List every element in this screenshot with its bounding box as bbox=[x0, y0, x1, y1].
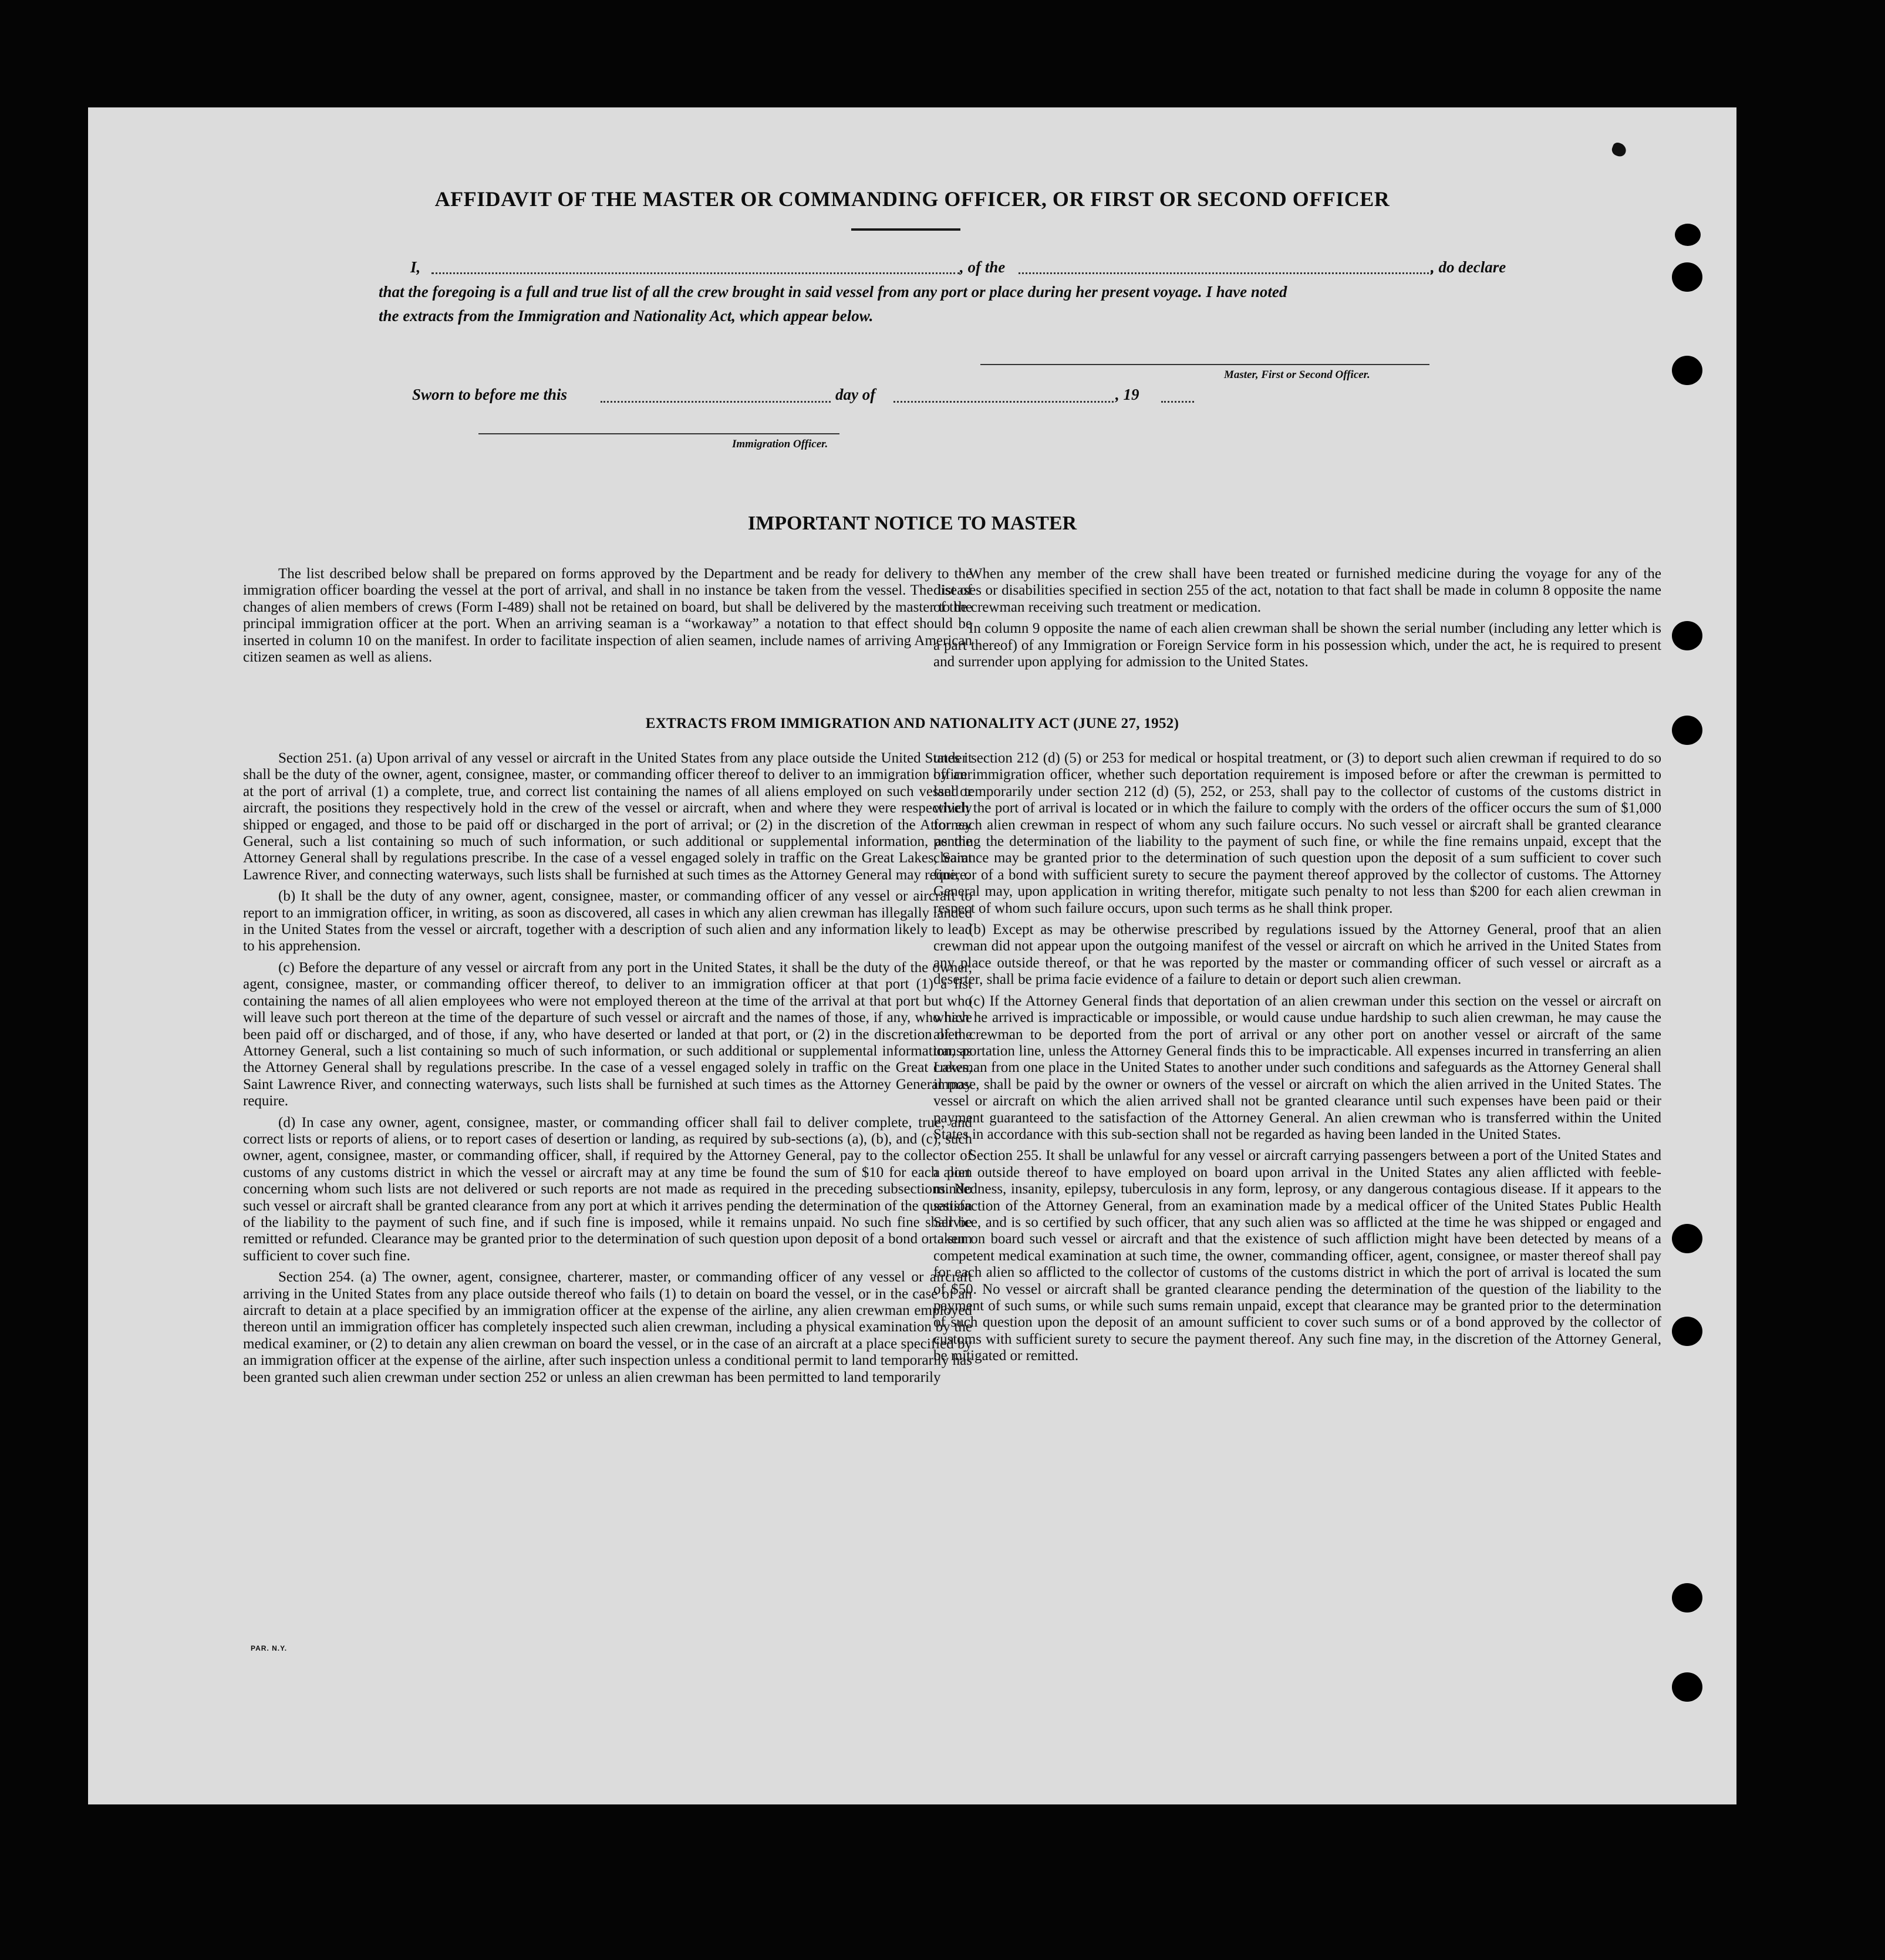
punch-hole bbox=[1672, 621, 1702, 650]
extract-section-254c: (c) If the Attorney General finds that deportation of an alien crewman under this section on the vessel or aircraft on which he arrived is impracticable or impossible, or would cause undue hardship to such alien crewman, he may cause the alien crewman to be deported from the port of arrival or any other port on another vessel or aircraft of the same transportation line, unless the Attorney General finds this to be impracticable. All expenses incurred in transferring an alien crewman from one place in the United States to another under such conditions and safeguards as the Attorney General shall impose, shall be paid by the owner or owners of the vessel or aircraft on which the alien arrived in the United States. The vessel or aircraft on which the alien arrived shall not be granted clearance until such expenses have been paid or their payment guaranteed to the satisfaction of the Attorney General. An alien crewman who is transferred within the United States in accordance with this sub-section shall not be regarded as having been landed in the United States. bbox=[933, 993, 1661, 1142]
do-declare-label: , do declare bbox=[1431, 258, 1506, 276]
extract-section-255: Section 255. It shall be unlawful for any vessel or aircraft carrying passengers between a port of the United States and a port outside thereof to have employed on board upon arrival in the United States any alien afflicted with feeble-mindedness, insanity, epilepsy, tuberculosis in any form, leprosy, or any dangerous contagious disease. If it appears to the satisfaction of the Attorney General, from an examination made by a medical officer of the United States Public Health Service, and is so certified by such officer, that any such alien was so afflicted at the time he was shipped or engaged and taken on board such vessel or aircraft and that the existence of such affliction might have been detected by means of a competent medical examination at such time, the owner, commanding officer, agent, consignee, or master thereof shall pay for each alien so afflicted to the collector of customs of the customs district in which the port of arrival is located the sum of $50. No vessel or aircraft shall be granted clearance pending the determination of the question of the liability to the payment of such sums, or while such sums remain unpaid, except that clearance may be granted prior to the determination of such question upon the deposit of an amount sufficient to cover such sums or of a bond approved by the collector of customs with sufficient surety to secure the payment thereof. Any such fine may, in the discretion of the Attorney General, be mitigated or remitted. bbox=[933, 1148, 1661, 1364]
extract-section-251a: Section 251. (a) Upon arrival of any vessel or aircraft in the United States from any place outside the United States it shall be the duty of the owner, agent, consignee, master, or commanding officer thereof to deliver to an immigration officer at the port of arrival (1) a complete, true, and correct list containing the names of all aliens employed on such vessel or aircraft, the positions they respectively hold in the crew of the vessel or aircraft, when and where they were respectively shipped or engaged, and those to be paid off or discharged in the port of arrival; or (2) in the discretion of the Attorney General, such a list containing so much of such information, or such additional or supplemental information, as the Attorney General shall by regulations prescribe. In the case of a vessel engaged solely in traffic on the Great Lakes, Saint Lawrence River, and connecting waterways, such lists shall be furnished at such times as the Attorney General may require. bbox=[243, 750, 972, 883]
day-of-label: day of bbox=[835, 386, 876, 403]
year-label: , 19 bbox=[1115, 386, 1139, 403]
extract-section-254a: Section 254. (a) The owner, agent, consignee, charterer, master, or commanding officer of any vessel or aircraft arriving in the United States from any place outside thereof who fails (1) to detain on board the vessel, or in the case of an aircraft to detain at a place specified by an immigration officer at the expense of the airline, any alien crewman employed thereon until an immigration officer has completely inspected such alien crewman, including a physical examination by the medical examiner, or (2) to detain any alien crewman on board the vessel, or in the case of an aircraft at a place specified by an immigration officer at the expense of the airline, after such inspection unless a conditional permit to land temporarily has been granted such alien crewman under section 252 or unless an alien crewman has been permitted to land temporarily bbox=[243, 1269, 972, 1385]
title-underline bbox=[851, 228, 960, 231]
punch-hole bbox=[1672, 1583, 1702, 1612]
punch-hole bbox=[1672, 262, 1702, 292]
declaration-line-2: the extracts from the Immigration and Nationality Act, which appear below. bbox=[379, 307, 874, 325]
document-sheet bbox=[88, 107, 1736, 1804]
officer-signature-label: Immigration Officer. bbox=[732, 438, 828, 450]
month-blank[interactable] bbox=[893, 401, 1114, 403]
master-signature-line[interactable] bbox=[980, 364, 1429, 365]
vessel-blank[interactable] bbox=[1019, 272, 1432, 274]
notice-left-column bbox=[243, 566, 972, 670]
year-blank[interactable] bbox=[1161, 401, 1194, 403]
punch-hole bbox=[1672, 1317, 1702, 1346]
punch-hole bbox=[1672, 356, 1702, 385]
extracts-left-column bbox=[243, 750, 972, 1391]
extract-section-254b: (b) Except as may be otherwise prescribed by regulations issued by the Attorney General, proof that an alien crewman did not appear upon the outgoing manifest of the vessel or aircraft on which he arrived in the United States from any place outside thereof, or that he was reported by the master or commanding officer of such vessel or aircraft as a deserter, shall be prima facie evidence of a failure to detain or deport such alien crewman. bbox=[933, 922, 1661, 988]
punch-hole bbox=[1672, 1672, 1702, 1702]
of-the-label: , of the bbox=[960, 258, 1006, 276]
notice-right-paragraph-2: In column 9 opposite the name of each alien crewman shall be shown the serial number (including any letter which is a part thereof) of any Immigration or Foreign Service form in his possession which, under the act, he is required to present and surrender upon applying for admission to the United States. bbox=[933, 620, 1661, 670]
master-signature-label: Master, First or Second Officer. bbox=[1224, 369, 1370, 381]
extract-section-254a-cont: under section 212 (d) (5) or 253 for medical or hospital treatment, or (3) to deport such alien crewman if required to do so by an immigration officer, whether such deportation requirement is imposed before or after the crewman is permitted to land temporarily under section 212 (d) (5), 252, or 253, shall pay to the collector of customs of the customs district in which the port of arrival is located or in which the failure to comply with the orders of the officer occurs the sum of $1,000 for each alien crewman in respect of whom any such failure occurs. No such vessel or aircraft shall be granted clearance pending the determination of the liability to the payment of such fine, or while the fine remains unpaid, except that the clearance may be granted prior to the determination of such question upon the deposit of a sum sufficient to cover such fine, or of a bond with sufficient surety to secure the payment thereof approved by the collector of customs. The Attorney General may, upon application in writing therefor, mitigate such penalty to not less than $200 for each alien crewman in respect of whom such failure occurs, upon such terms as he shall think proper. bbox=[933, 750, 1661, 916]
extract-section-251c: (c) Before the departure of any vessel or aircraft from any port in the United States, it shall be the duty of the owner, agent, consignee, master, or commanding officer thereof, to deliver to an immigration officer at that port (1) a list containing the names of all alien employees who were not employed thereon at the time of the arrival at that port but who will leave such port thereon at the time of the departure of such vessel or aircraft and the names of those, if any, who have been paid off or discharged, and of those, if any, who have deserted or landed at that port, or (2) in the discretion of the Attorney General, such a list containing so much of such information, or such additional or supplemental information, as the Attorney General shall by regulations prescribe. In the case of a vessel engaged solely in traffic on the Great Lakes, Saint Lawrence River, and connecting waterways, such lists shall be furnished at such times as the Attorney General may require. bbox=[243, 959, 972, 1109]
notice-left-paragraph: The list described below shall be prepared on forms approved by the Department and be ready for delivery to the immigration officer boarding the vessel at the port of arrival, and shall in no instance be taken from the vessel. The list of changes of alien members of crews (Form I-489) shall not be retained on board, but shall be delivered by the master to the principal immigration officer at the port. When an arriving seaman is a “workaway” a notation to that effect should be inserted in column 10 on the manifest. In order to facilitate inspection of alien seamen, include names of arriving American citizen seamen as well as aliens. bbox=[243, 566, 972, 666]
i-label: I, bbox=[410, 258, 421, 276]
notice-right-paragraph-1: When any member of the crew shall have been treated or furnished medicine during the voyage for any of the diseases or disabilities specified in section 255 of the act, notation to that fact shall be made in column 8 opposite the name of the crewman receiving such treatment or medication. bbox=[933, 566, 1661, 615]
notice-title: IMPORTANT NOTICE TO MASTER bbox=[747, 512, 1077, 534]
officer-signature-line[interactable] bbox=[478, 433, 839, 434]
punch-hole bbox=[1672, 716, 1702, 745]
punch-hole bbox=[1672, 1224, 1702, 1253]
punch-hole bbox=[1675, 224, 1701, 246]
extracts-right-column bbox=[933, 750, 1661, 1369]
name-blank[interactable] bbox=[431, 272, 960, 274]
printer-mark: PAR. N.Y. bbox=[251, 1644, 288, 1652]
extracts-title: EXTRACTS FROM IMMIGRATION AND NATIONALITY ACT (JUNE 27, 1952) bbox=[645, 716, 1179, 731]
notice-right-column bbox=[933, 566, 1661, 675]
extract-section-251b: (b) It shall be the duty of any owner, agent, consignee, master, or commanding officer of any vessel or aircraft to report to an immigration officer, in writing, as soon as discovered, all cases in which any alien crewman has illegally landed in the United States from the vessel or aircraft, together with a description of such alien and any information likely to lead to his apprehension. bbox=[243, 888, 972, 954]
declaration-line-1: that the foregoing is a full and true list of all the crew brought in said vessel from any port or place during her present voyage. I have noted bbox=[379, 283, 1287, 301]
extract-section-251d: (d) In case any owner, agent, consignee, master, or commanding officer shall fail to deliver complete, true, and correct lists or reports of aliens, or to report cases of desertion or landing, as required by sub-sections (a), (b), and (c), such owner, agent, consignee, master, or commanding officer, shall, if required by the Attorney General, pay to the collector of customs of any customs district in which the vessel or aircraft may at any time be found the sum of $10 for each alien concerning whom such lists are not delivered or such reports are not made as required in the preceding subsections. No such vessel or aircraft shall be granted clearance from any port at which it arrives pending the determination of the question of the liability to the payment of such fine, and if such fine is imposed, while it remains unpaid. No such fine shall be remitted or refunded. Clearance may be granted prior to the determination of such question upon deposit of a bond or a sum sufficient to cover such fine. bbox=[243, 1114, 972, 1264]
affidavit-title: AFFIDAVIT OF THE MASTER OR COMMANDING OFFICER, OR FIRST OR SECOND OFFICER bbox=[434, 187, 1390, 211]
day-blank[interactable] bbox=[601, 401, 831, 403]
sworn-label: Sworn to before me this bbox=[412, 386, 568, 403]
